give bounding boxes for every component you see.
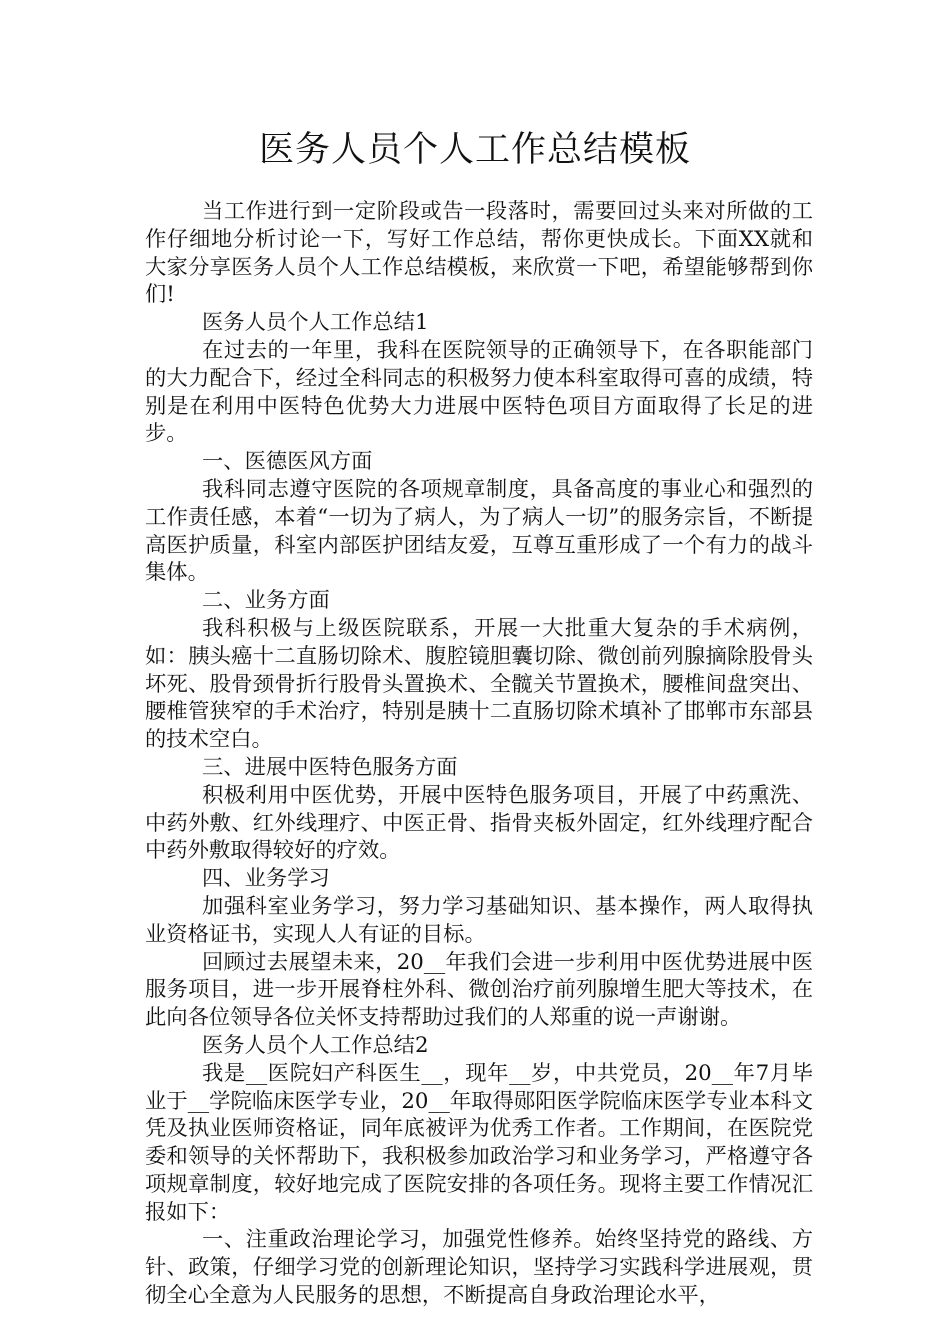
section-heading-summary-1: 医务人员个人工作总结1 — [202, 310, 429, 336]
body-paragraph: 我是__医院妇产科医生__，现年__岁，中共党员，20__年7月毕业于__学院临床医学专业，20__年取得郧阳医学院临床医学专业本科文凭及执业医师资格证，同年底被评为优秀工作者。工作期间，在医院党委和领导的关怀帮助下，我积极参加政治学习和业务学习，严格遵守各项规章制度，较好地完成了医院安排的各项任务。现将主要工作情况汇报如下： — [145, 1060, 813, 1225]
intro-paragraph: 当工作进行到一定阶段或告一段落时，需要回过头来对所做的工作仔细地分析讨论一下，写好工作总结，帮你更快成长。下面XX就和大家分享医务人员个人工作总结模板，来欣赏一下吧，希望能够帮到你们! — [145, 199, 813, 308]
section-heading-summary-2: 医务人员个人工作总结2 — [202, 1032, 429, 1058]
body-paragraph: 加强科室业务学习，努力学习基础知识、基本操作，两人取得执业资格证书，实现人人有证的目标。 — [145, 893, 813, 947]
document-title: 医务人员个人工作总结模板 — [258, 130, 691, 170]
body-paragraph: 一、注重政治理论学习，加强党性修养。始终坚持党的路线、方针、政策，仔细学习党的创新理论知识，坚持学习实践科学进展观，贯彻全心全意为人民服务的思想，不断提高自身政治理论水平， — [145, 1227, 813, 1309]
document-body — [145, 198, 813, 1310]
subheading-business: 二、业务方面 — [202, 588, 330, 614]
body-paragraph: 我科同志遵守医院的各项规章制度，具备高度的事业心和强烈的工作责任感，本着“一切为了病人，为了病人一切”的服务宗旨，不断提高医护质量，科室内部医护团结友爱，互尊互重形成了一个有力的战斗集体。 — [145, 476, 813, 586]
body-paragraph: 积极利用中医优势，开展中医特色服务项目，开展了中药熏洗、中药外敷、红外线理疗、中医正骨、指骨夹板外固定，红外线理疗配合中药外敷取得较好的疗效。 — [145, 782, 813, 864]
body-paragraph: 我科积极与上级医院联系，开展一大批重大复杂的手术病例，如：胰头癌十二直肠切除术、腹腔镜胆囊切除、微创前列腺摘除股骨头坏死、股骨颈骨折行股骨头置换术、全髋关节置换术，腰椎间盘突出、腰椎管狭窄的手术治疗，特别是胰十二直肠切除术填补了邯郸市东部县的技术空白。 — [145, 615, 813, 753]
subheading-study: 四、业务学习 — [202, 866, 330, 892]
subheading-tcm-services: 三、进展中医特色服务方面 — [202, 754, 458, 780]
subheading-medical-ethics: 一、医德医风方面 — [202, 449, 373, 475]
body-paragraph: 回顾过去展望未来，20__年我们会进一步利用中医优势进展中医服务项目，进一步开展脊柱外科、微创治疗前列腺增生肥大等技术，在此向各位领导各位关怀支持帮助过我们的人郑重的说一声谢谢。 — [145, 949, 813, 1031]
body-paragraph: 在过去的一年里，我科在医院领导的正确领导下，在各职能部门的大力配合下，经过全科同志的积极努力使本科室取得可喜的成绩，特别是在利用中医特色优势大力进展中医特色项目方面取得了长足的进步。 — [145, 337, 813, 447]
